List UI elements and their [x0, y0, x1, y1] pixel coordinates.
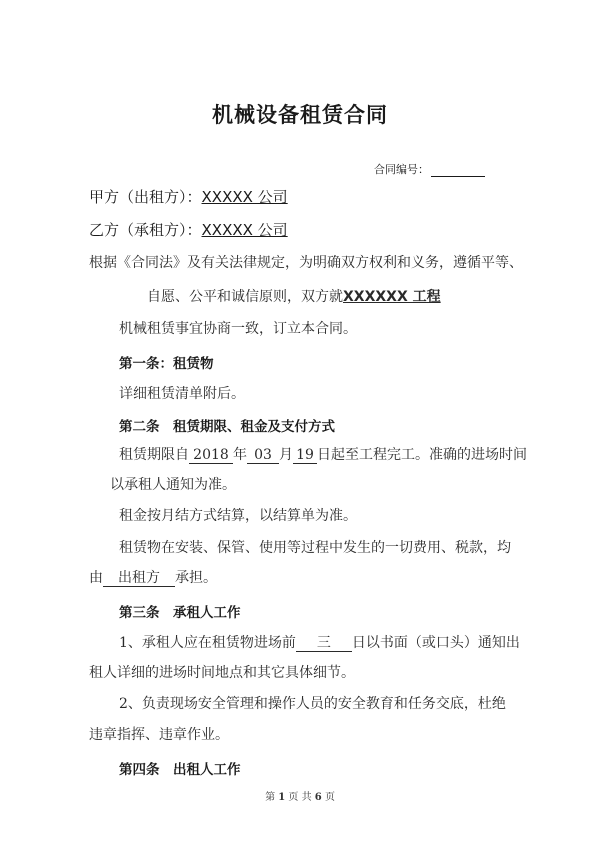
- party-a: [89, 186, 288, 207]
- costs-line-2: [89, 567, 217, 587]
- notice-days: 三: [296, 636, 352, 652]
- footer-total-pages: 6: [314, 792, 322, 803]
- contract-number: [374, 161, 485, 177]
- party-b: [89, 219, 288, 240]
- costs-text-pre: 由: [89, 570, 103, 586]
- party-b-label: 乙方（承租方）：: [89, 221, 202, 239]
- document-title: 机械设备租赁合同: [212, 103, 388, 127]
- footer-post: 页: [324, 792, 335, 803]
- lease-term-text-d: 日起至工程完工。准确的进场时间: [317, 447, 527, 463]
- costs-text-post: 承担。: [175, 570, 217, 586]
- lessee-duty-1-line-2: 租人详细的进场时间地点和其它具体细节。: [89, 665, 355, 681]
- page-footer: [0, 788, 600, 803]
- lease-month: 03: [247, 448, 279, 464]
- lease-term-line-2: 以承租人通知为准。: [110, 477, 236, 493]
- preamble-line-2-text: 自愿、公平和诚信原则，双方就: [147, 289, 343, 305]
- preamble-line-1: 根据《合同法》及有关法律规定，为明确双方权利和义务，遵循平等、: [89, 255, 523, 271]
- article-3-heading: 第三条 承租人工作: [119, 605, 241, 621]
- lease-day: 19: [293, 448, 317, 464]
- article-1-text: 详细租赁清单附后。: [119, 386, 245, 402]
- lessee-duty-1-line-1: [119, 632, 520, 652]
- party-a-value: XXXXX 公司: [201, 188, 288, 206]
- article-1-heading: 第一条：租赁物: [119, 356, 214, 372]
- article-2-heading: 第二条 租赁期限、租金及支付方式: [119, 419, 335, 435]
- lease-term-text-b: 年: [233, 447, 247, 463]
- lease-term-text-c: 月: [279, 447, 293, 463]
- lease-year: 2018: [189, 448, 233, 464]
- lease-term-line-1: [119, 444, 527, 464]
- party-a-label: 甲方（出租方）：: [89, 188, 202, 206]
- article-4-heading: 第四条 出租人工作: [119, 762, 241, 778]
- contract-number-label: 合同编号：: [374, 163, 429, 176]
- preamble-line-2: [147, 286, 441, 306]
- footer-mid: 页 共: [288, 792, 312, 803]
- costs-line-1: 租赁物在安装、保管、使用等过程中发生的一切费用、税款，均: [119, 540, 511, 556]
- footer-page-number: 1: [278, 792, 286, 803]
- lessee-duty-1-text-a: 1、承租人应在租赁物进场前: [119, 635, 296, 651]
- lessee-duty-2-line-2: 违章指挥、违章作业。: [89, 727, 229, 743]
- lessee-duty-2-line-1: 2、负责现场安全管理和操作人员的安全教育和任务交底，杜绝: [119, 696, 506, 712]
- rent-settlement: 租金按月结方式结算，以结算单为准。: [119, 508, 357, 524]
- lessee-duty-1-text-b: 日以书面（或口头）通知出: [351, 635, 520, 651]
- cost-bearer: 出租方: [103, 571, 175, 587]
- contract-number-blank: [431, 176, 485, 177]
- project-name: XXXXXX 工程: [343, 289, 441, 305]
- footer-pre: 第: [265, 792, 276, 803]
- lease-term-text-a: 租赁期限自: [119, 447, 189, 463]
- party-b-value: XXXXX 公司: [201, 221, 288, 239]
- preamble-line-3: 机械租赁事宜协商一致，订立本合同。: [119, 321, 357, 337]
